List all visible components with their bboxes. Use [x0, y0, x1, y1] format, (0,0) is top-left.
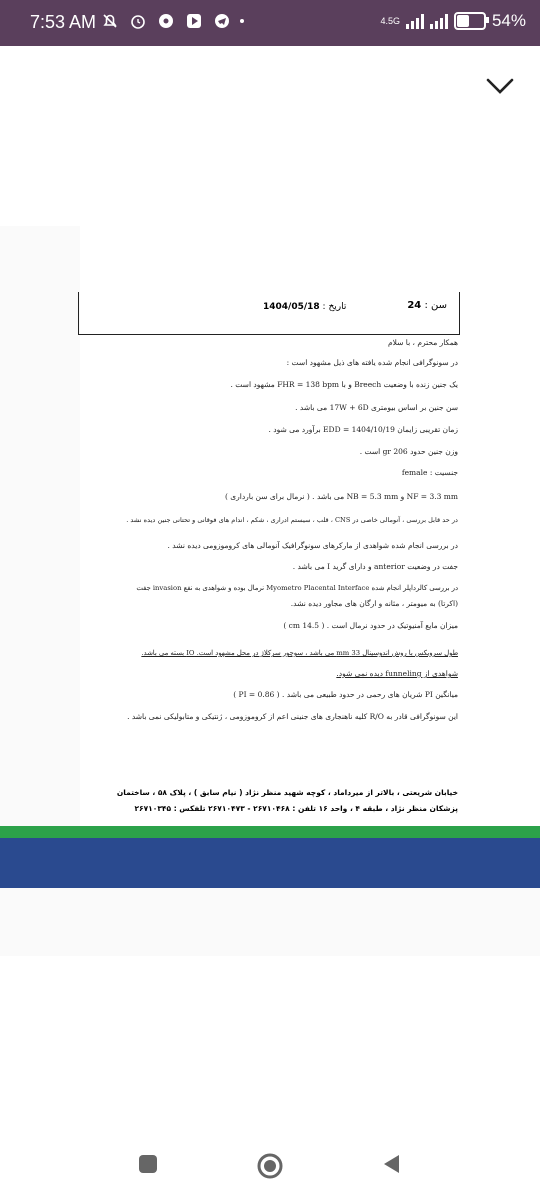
- triangle-back-icon: [380, 1152, 404, 1176]
- report-line: در حد قابل بررسی ، آنومالی خاصی در CNS ، قلب ، سیستم ادراری ، شکم ، اندام های فوقانی و تحتانی جنین دیده نشد .: [126, 516, 458, 524]
- square-icon: [136, 1152, 160, 1176]
- report-line: سن جنین بر اساس بیومتری 17W + 6D می باشد .: [295, 403, 458, 412]
- circle-icon: [256, 1152, 284, 1180]
- footer-green-band: [0, 826, 540, 838]
- report-line: NF = 3.3 mm و NB = 5.3 mm می باشد . ( نرمال برای سن بارداری ): [224, 492, 458, 501]
- battery-fill: [457, 15, 469, 27]
- report-line: طول سرویکس با روش اندوسینال 33 mm می باشد ، سوچور سرکلاژ در محل مشهود است. IO بسته می باشد.: [141, 649, 458, 657]
- telegram-icon: [212, 11, 232, 31]
- age-label: سن :: [424, 300, 447, 311]
- home-button[interactable]: [256, 1152, 280, 1176]
- report-line: در سونوگرافی انجام شده یافته های ذیل مشهود است :: [286, 358, 458, 367]
- age-value: 24: [407, 300, 422, 311]
- report-line: این سونوگرافی قادر به R/O کلیه ناهنجاری های جنینی اعم از کروموزومی ، ژنتیکی و متابولیکی نمی باشد .: [127, 712, 458, 721]
- date-label: تاریخ :: [322, 302, 347, 312]
- battery-icon: [454, 12, 486, 30]
- report-line: در بررسی انجام شده شواهدی از مارکرهای سونوگرافیک آنومالی های کروموزومی دیده نشد .: [167, 541, 458, 550]
- signal-1-icon: [406, 13, 424, 29]
- collapse-button[interactable]: [484, 72, 516, 100]
- report-line: میانگین PI شریان های رحمی در حدود طبیعی می باشد . ( PI = 0.86 ): [233, 690, 458, 699]
- report-line: زمان تقریبی زایمان EDD = 1404/10/19 برآورد می شود .: [268, 425, 458, 434]
- address-line: خیابان شریعتی ، بالاتر از میرداماد ، کوچه شهید منظر نژاد ( نیام سابق ) ، پلاک ۵۸ ، ساختمان: [116, 788, 458, 797]
- report-line: میزان مایع آمنیوتیک در حدود نرمال است . ( 14.5 cm ): [283, 621, 458, 630]
- report-line: جنسیت : female: [401, 468, 458, 477]
- report-line: (اکرتا) به میومتر ، مثانه و ارگان های مجاور دیده نشد.: [290, 599, 458, 608]
- status-right: [380, 11, 526, 31]
- signal-2-icon: [430, 13, 448, 29]
- date-field: [263, 302, 346, 312]
- battery-percent: 54%: [491, 11, 526, 30]
- report-line: جفت در وضعیت anterior و دارای گرید I می باشد .: [292, 562, 458, 571]
- network-type: 4.5G: [380, 15, 400, 26]
- status-bar: [0, 0, 540, 46]
- address-line: پزشکان منظر نژاد ، طبقه ۴ ، واحد ۱۶ تلفن : ۲۶۷۱۰۴۶۸ - ۲۶۷۱۰۴۷۳ تلفکس : ۲۶۷۱۰۳۴۵: [134, 804, 458, 813]
- mute-notification-icon: [100, 11, 120, 31]
- more-notifications-dot-icon: [240, 19, 244, 23]
- report-line: در بررسی کالرداپلر انجام شده Myometro Placental Interface نرمال بوده و شواهدی به نفع invasion جفت: [136, 584, 458, 592]
- date-value: 1404/05/18: [263, 302, 320, 312]
- notification-icons: [100, 11, 244, 31]
- recents-button[interactable]: [136, 1152, 160, 1176]
- report-line: یک جنین زنده با وضعیت Breech و با FHR = 138 bpm مشهود است .: [230, 380, 458, 389]
- age-field: [407, 300, 447, 311]
- app-notification-icon: [156, 11, 176, 31]
- report-line: شواهدی از funneling دیده نمی شود.: [336, 669, 458, 678]
- header-box: [78, 292, 460, 335]
- status-time: 7:53 AM: [30, 12, 97, 32]
- report-line: وزن جنین حدود 206 gr است .: [359, 447, 458, 456]
- back-button[interactable]: [380, 1152, 404, 1176]
- navigation-bar: [0, 1130, 540, 1200]
- report-line: همکار محترم ، با سلام: [388, 338, 458, 347]
- document-image: [0, 226, 540, 956]
- footer-blue-band: [0, 838, 540, 888]
- alarm-icon: [128, 11, 148, 31]
- play-store-icon: [184, 11, 204, 31]
- chevron-down-icon: [484, 72, 516, 100]
